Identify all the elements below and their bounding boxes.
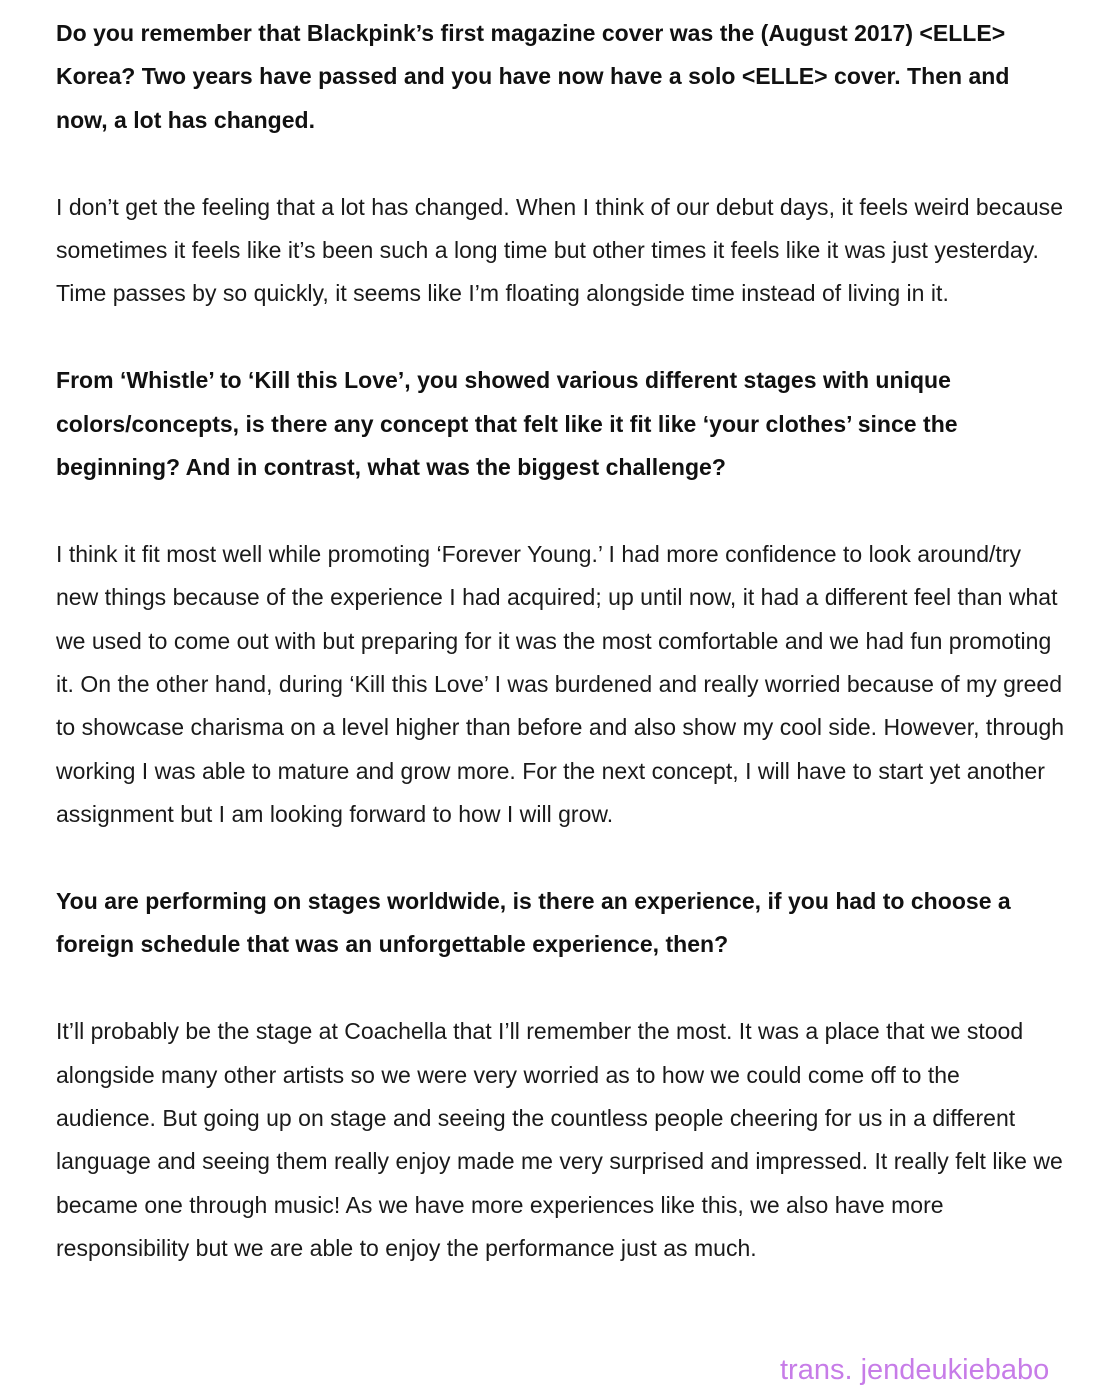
- paragraph-spacer: [56, 142, 1066, 185]
- paragraph-spacer: [56, 489, 1066, 532]
- translator-credit: trans. jendeukiebabo: [780, 1354, 1050, 1386]
- answer-paragraph: I think it fit most well while promoting ‘Forever Young.’ I had more confidence to look around/try new things because of the experience I had acquired; up until now, it had a different feel than what we used to come out with but preparing for it was the most comfortable and we had fun promoting it. On the other hand, during ‘Kill this Love’ I was burdened and really worried because of my greed to showcase charisma on a level higher than before and also show my cool side. However, through working I was able to mature and grow more. For the next concept, I will have to start yet another assignment but I am looking forward to how I will grow.: [56, 540, 1065, 828]
- question-paragraph: Do you remember that Blackpink’s first magazine cover was the (August 2017) <ELLE> Korea? Two years have passed and you have now have a solo <ELLE> cover. Then and now, a lot has changed.: [56, 20, 1010, 133]
- paragraph-spacer: [56, 967, 1066, 1010]
- answer-paragraph: It’ll probably be the stage at Coachella that I’ll remember the most. It was a place that we stood alongside many other artists so we were very worried as to how we could come off to the audience. But going up on stage and seeing the countless people cheering for us in a different language and seeing them really enjoy made me very surprised and impressed. It really felt like we became one through music! As we have more experiences like this, we also have more responsibility but we are able to enjoy the performance just as much.: [56, 1018, 1063, 1262]
- question-paragraph: You are performing on stages worldwide, is there an experience, if you had to choose a foreign schedule that was an unforgettable experience, then?: [56, 888, 1011, 958]
- answer-paragraph: I don’t get the feeling that a lot has changed. When I think of our debut days, it feels weird because sometimes it feels like it’s been such a long time but other times it feels like it was just yesterday. Time passes by so quickly, it seems like I’m floating alongside time instead of living in it.: [56, 193, 1064, 307]
- interview-document: [56, 12, 1066, 1271]
- question-paragraph: From ‘Whistle’ to ‘Kill this Love’, you showed various different stages with unique colors/concepts, is there any concept that felt like it fit like ‘your clothes’ since the beginning? And in contrast, what was the biggest challenge?: [56, 367, 958, 481]
- paragraph-spacer: [56, 837, 1066, 880]
- paragraph-spacer: [56, 316, 1066, 359]
